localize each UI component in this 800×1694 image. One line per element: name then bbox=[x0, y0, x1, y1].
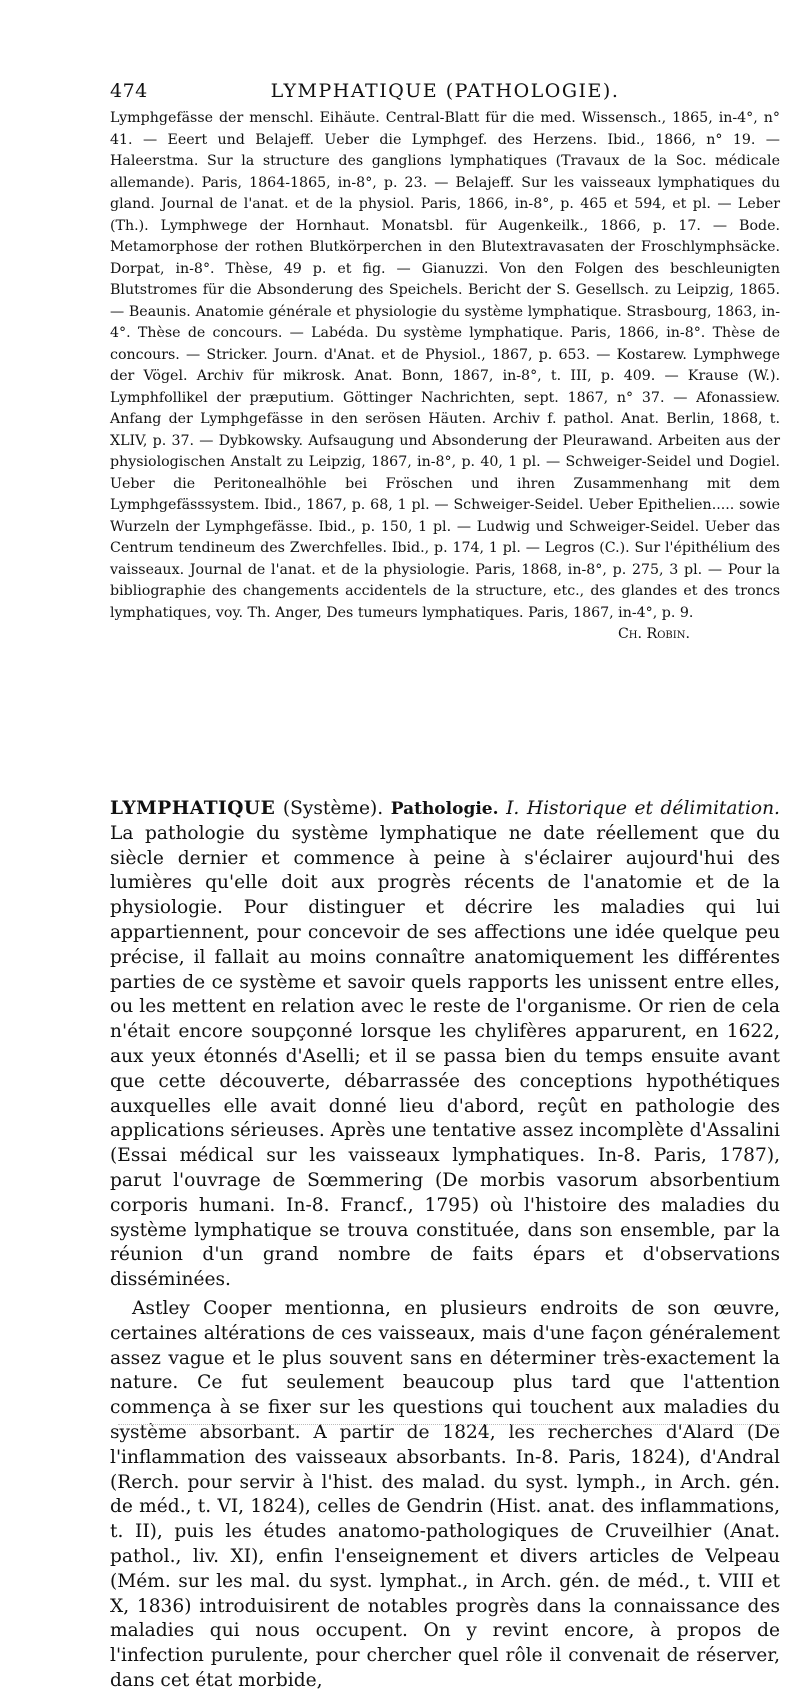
article-body bbox=[110, 797, 780, 1694]
article-headword: LYMPHATIQUE bbox=[110, 798, 276, 819]
bibliography-block bbox=[110, 108, 780, 646]
article-subject: Pathologie. bbox=[390, 799, 499, 819]
paragraph-1-text: La pathologie du système lymphatique ne date réellement que du siècle dernier et commence à peine à s'éclairer aujourd'hui des lumières qu'elle doit aux progrès récents de l'anatomie et de la physiologie. Pour distinguer et décrire les maladies qui lui appartiennent, pour concevoir de ses affections une idée quelque peu précise, il fallait au moins connaître anatomiquement les différentes parties de ce système et savoir quels rapports les unissent entre elles, ou les mettent en relation avec le reste de l'organisme. Or rien de cela n'était encore soupçonné lorsque les chylifères apparurent, en 1622, aux yeux étonnés d'Aselli; et il se passa bien du temps ensuite avant que cette découverte, débarrassée des conceptions hypothétiques auxquelles elle avait donné lieu d'abord, reçût en pathologie des applications sérieuses. Après une tentative assez incomplète d'Assalini (Essai médical sur les vaisseaux lymphatiques. In-8. Paris, 1787), parut l'ouvrage de Sœmmering (De morbis vasorum absorbentium corporis humani. In-8. Francf., 1795) où l'histoire des maladies du système lymphatique se trouva constituée, dans son ensemble, par la réunion d'un grand nombre de faits épars et d'observations disséminées. bbox=[110, 822, 780, 1291]
footer-rule bbox=[118, 1424, 780, 1425]
article-subhead: (Système). bbox=[282, 798, 384, 819]
author-signature: Ch. Robin. bbox=[617, 626, 690, 642]
section-title: I. Historique et délimitation. bbox=[506, 798, 780, 819]
paragraph-1 bbox=[110, 797, 780, 1293]
paragraph-2-text: Astley Cooper mentionna, en plusieurs endroits de son œuvre, certaines altérations de ces vaisseaux, mais d'une façon généralement assez vague et le plus souvent sans en déterminer très-exactement la nature. Ce fut seulement beaucoup plus tard que l'attention commença à se fixer sur les questions qui touchent aux maladies du système absorbant. A partir de 1824, les recherches d'Alard (De l'inflammation des vaisseaux absorbants. In-8. Paris, 1824), d'Andral (Rerch. pour servir à l'hist. des malad. du syst. lymph., in Arch. gén. de méd., t. VI, 1824), celles de Gendrin (Hist. anat. des inflammations, t. II), puis les études anatomo-pathologiques de Cruveilhier (Anat. pathol., liv. XI), enfin l'enseignement et divers articles de Velpeau (Mém. sur les mal. du syst. lymphat., in Arch. gén. de méd., t. VIII et X, 1836) introduisirent de notables progrès dans la connaissance des maladies qui nous occupent. On y revint encore, à propos de l'infection purulente, pour chercher quel rôle il convenait de réserver, dans cet état morbide, bbox=[110, 1297, 780, 1691]
paragraph-2 bbox=[110, 1297, 780, 1694]
page-header bbox=[110, 80, 780, 108]
page-number: 474 bbox=[110, 80, 148, 102]
bibliography-text: Lymphgefässe der menschl. Eihäute. Central-Blatt für die med. Wissensch., 1865, in-4°, n° 41. — Eeert und Belajeff. Ueber die Lymphgef. des Herzens. Ibid., 1866, n° 19. — Haleerstma. Sur la structure des ganglions lymphatiques (Travaux de la Soc. médicale allemande). Paris, 1864-1865, in-8°, p. 23. — Belajeff. Sur les vaisseaux lymphatiques du gland. Journal de l'anat. et de la physiol. Paris, 1866, in-8°, p. 465 et 594, et pl. — Leber (Th.). Lymphwege der Hornhaut. Monatsbl. für Augenkeilk., 1866, p. 17. — Bode. Metamorphose der rothen Blutkörperchen in den Blutextravasaten der Froschlymphsäcke. Dorpat, in-8°. Thèse, 49 p. et fig. — Gianuzzi. Von den Folgen des beschleunigten Blutstromes für die Absonderung des Speichels. Bericht der S. Gesellsch. zu Leipzig, 1865. — Beaunis. Anatomie générale et physiologie du système lymphatique. Strasbourg, 1863, in-4°. Thèse de concours. — Labéda. Du système lymphatique. Paris, 1866, in-8°. Thèse de concours. — Stricker. Journ. d'Anat. et de Physiol., 1867, p. 653. — Kostarew. Lymphwege der Vögel. Archiv für mikrosk. Anat. Bonn, 1867, in-8°, t. III, p. 409. — Krause (W.). Lymphfollikel der præputium. Göttinger Nachrichten, sept. 1867, n° 37. — Afonassiew. Anfang der Lymphgefässe in den serösen Häuten. Archiv f. pathol. Anat. Berlin, 1868, t. XLIV, p. 37. — Dybkowsky. Aufsaugung und Absonderung der Pleurawand. Arbeiten aus der physiologischen Anstalt zu Leipzig, 1867, in-8°, p. 40, 1 pl. — Schweiger-Seidel und Dogiel. Ueber die Peritonealhöhle bei Fröschen und ihren Zusammenhang mit dem Lymphgefässsystem. Ibid., 1867, p. 68, 1 pl. — Schweiger-Seidel. Ueber Epithelien..... sowie Wurzeln der Lymphgefässe. Ibid., p. 150, 1 pl. — Ludwig und Schweiger-Seidel. Ueber das Centrum tendineum des Zwerchfelles. Ibid., p. 174, 1 pl. — Legros (C.). Sur l'épithélium des vaisseaux. Journal de l'anat. et de la physiologie. Paris, 1868, in-8°, p. 275, 3 pl. — Pour la bibliographie des changements accidentels de la structure, etc., des glandes et des troncs lymphatiques, voy. Th. Anger, Des tumeurs lymphatiques. Paris, 1867, in-4°, p. 9. bbox=[110, 110, 780, 621]
running-head: LYMPHATIQUE (PATHOLOGIE). bbox=[270, 80, 620, 102]
